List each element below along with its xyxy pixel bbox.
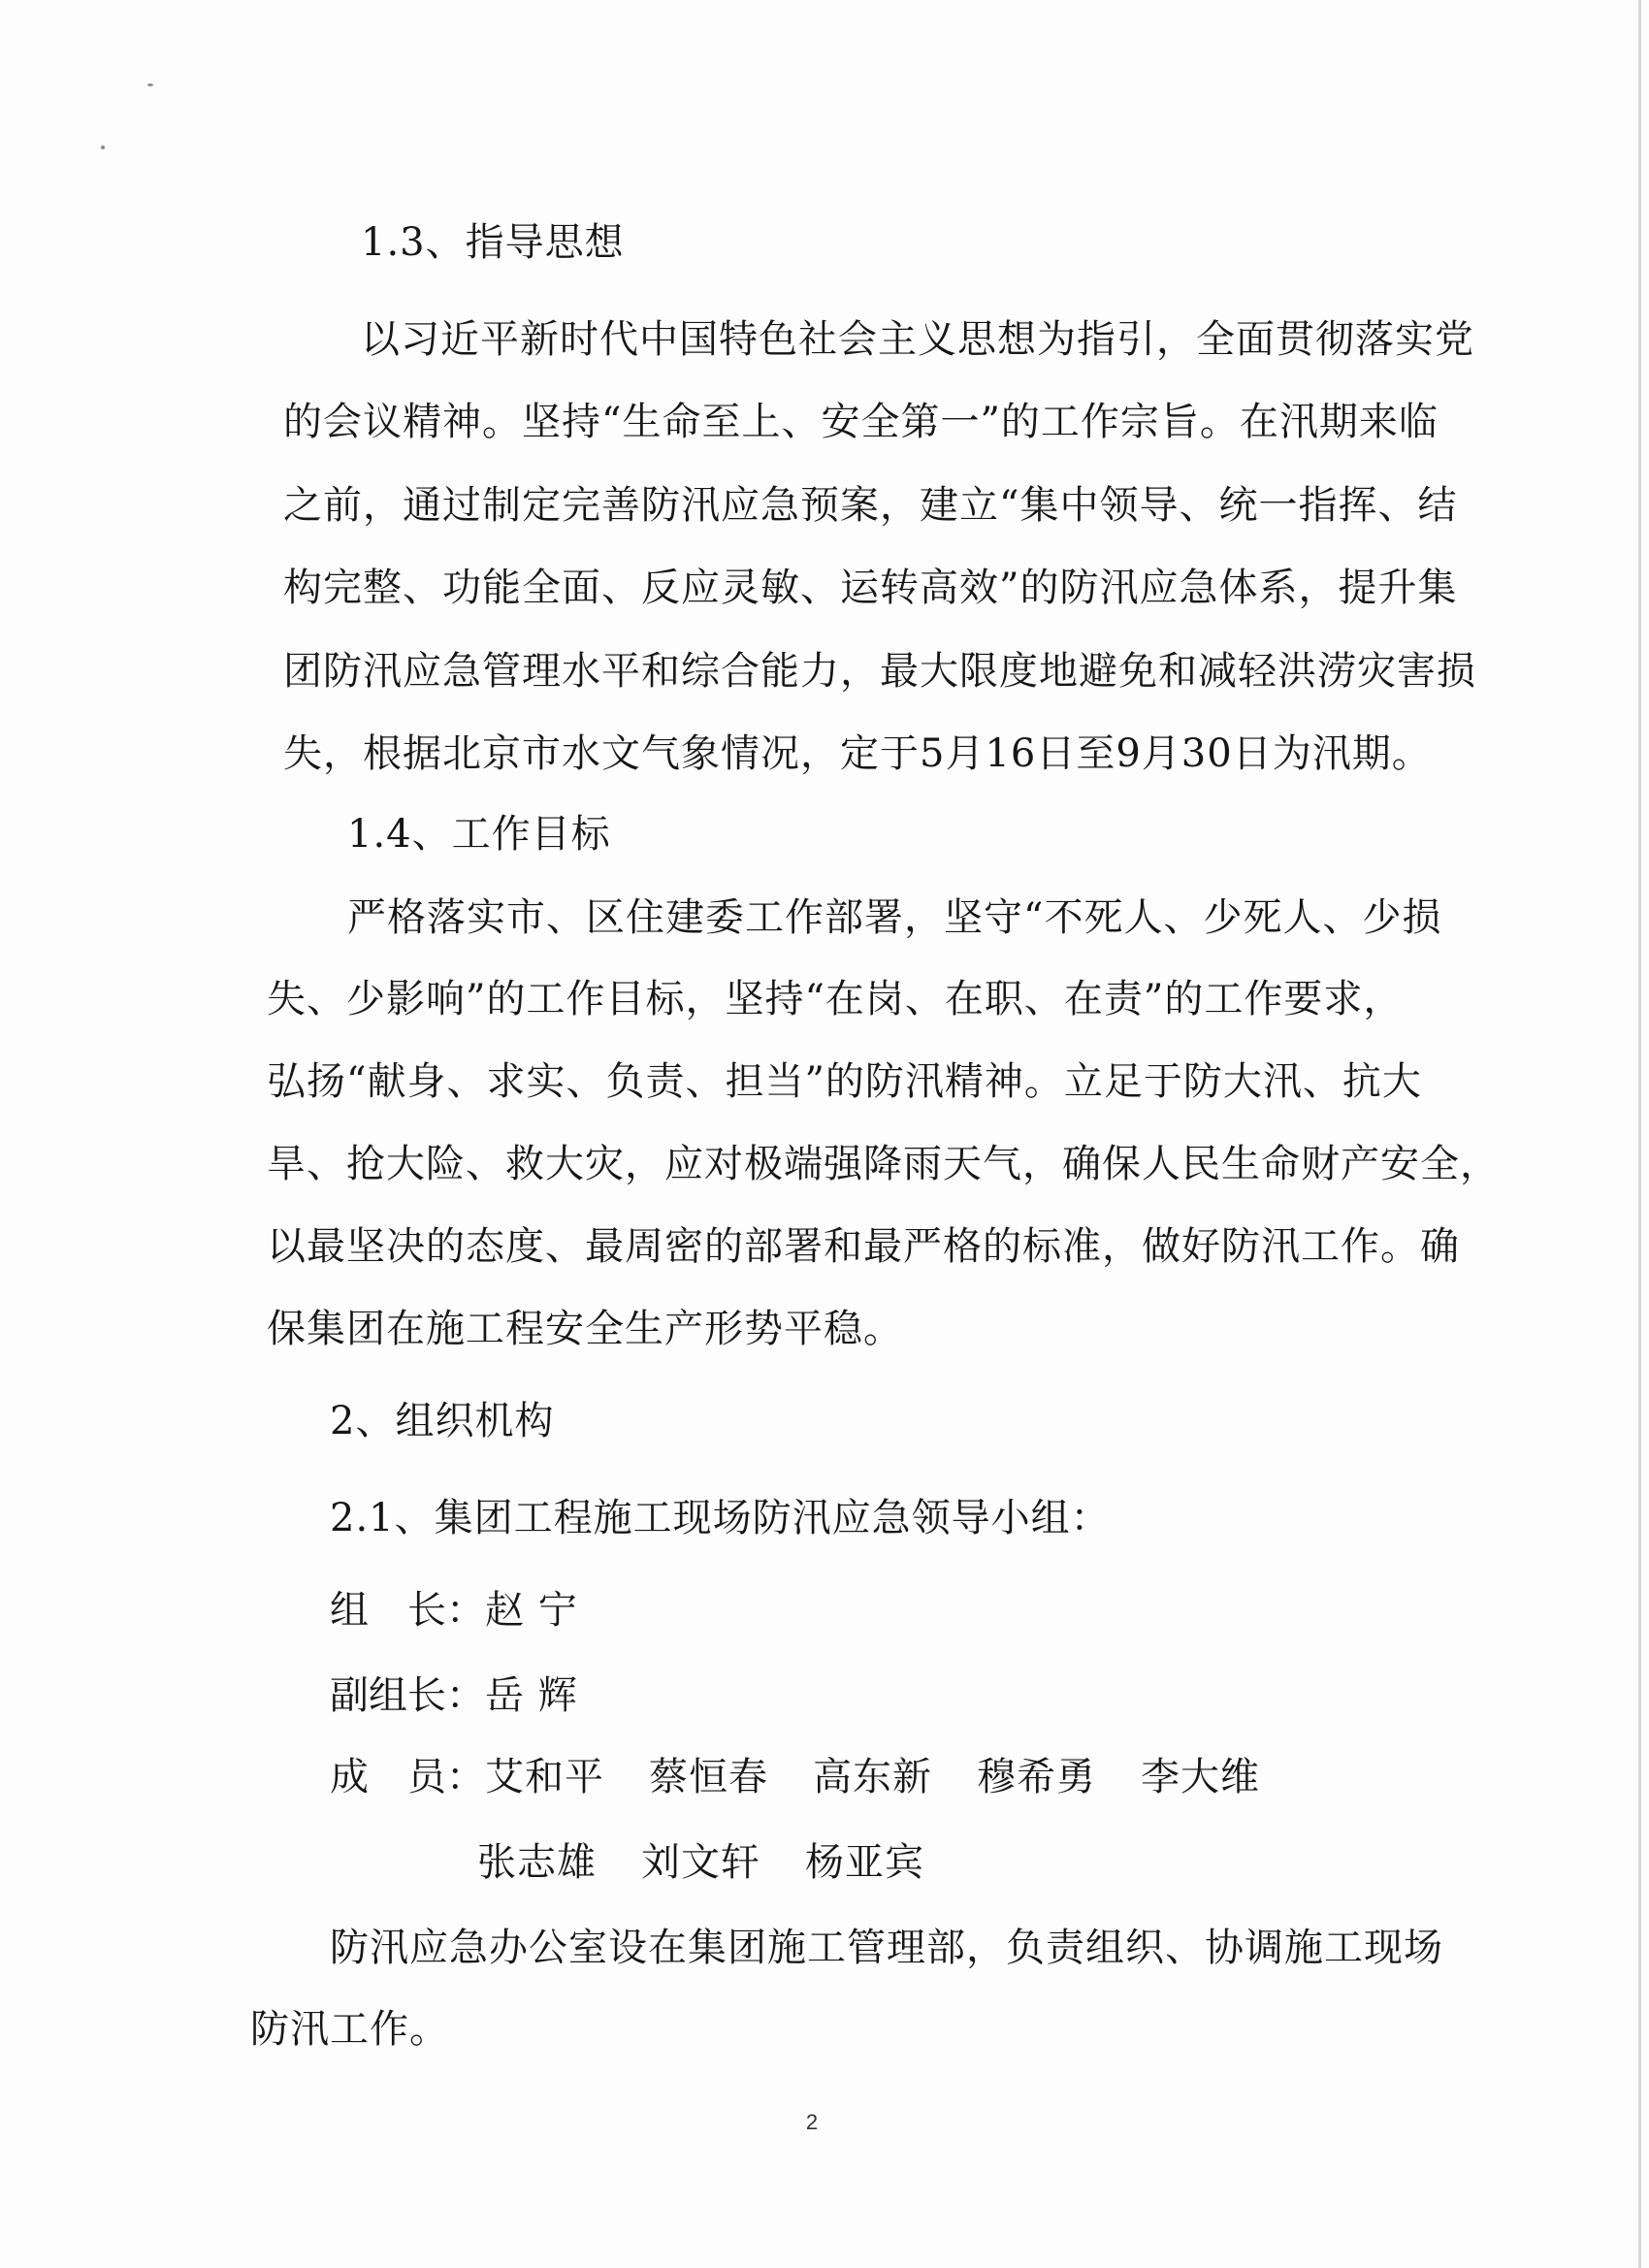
deputy-row xyxy=(330,1669,578,1723)
leader-row xyxy=(330,1583,578,1637)
member-name: 高东新 xyxy=(813,1755,932,1799)
paragraph-line: 失，根据北京市水文气象情况，定于5月16日至9月30日为汛期。 xyxy=(283,731,1432,776)
leader-name: 赵 宁 xyxy=(485,1588,578,1633)
paragraph-line: 防汛工作。 xyxy=(250,2007,449,2052)
subsection-heading-leading-group: 2.1、集团工程施工现场防汛应急领导小组： xyxy=(330,1496,1111,1540)
page-number: 2 xyxy=(805,2110,819,2134)
members-row xyxy=(330,1750,1305,1804)
paragraph-line: 之前，通过制定完善防汛应急预案，建立“集中领导、统一指挥、结 xyxy=(283,483,1458,528)
paragraph-line: 保集团在施工程安全生产形势平稳。 xyxy=(267,1307,903,1351)
paragraph-line: 以最坚决的态度、最周密的部署和最严格的标准，做好防汛工作。确 xyxy=(267,1224,1460,1269)
member-name: 蔡恒春 xyxy=(649,1755,768,1799)
section-heading-work-goals: 1.4、工作目标 xyxy=(347,812,611,857)
paragraph-line: 防汛应急办公室设在集团施工管理部，负责组织、协调施工现场 xyxy=(330,1926,1443,1970)
member-name: 穆希勇 xyxy=(977,1755,1096,1799)
scan-edge xyxy=(1638,0,1641,2268)
members-row-continued xyxy=(477,1835,969,1890)
leader-label: 组 长： xyxy=(330,1588,485,1633)
paragraph-line: 失、少影响”的工作目标，坚持“在岗、在职、在责”的工作要求， xyxy=(267,977,1404,1021)
section-heading-organization: 2、组织机构 xyxy=(330,1399,555,1443)
paragraph-line: 旱、抢大险、救大灾，应对极端强降雨天气，确保人民生命财产安全， xyxy=(267,1142,1500,1186)
paragraph-line: 团防汛应急管理水平和综合能力，最大限度地避免和减轻洪涝灾害损 xyxy=(283,649,1476,694)
member-name: 刘文轩 xyxy=(641,1840,760,1885)
scan-speck xyxy=(101,146,105,149)
paragraph-line: 的会议精神。坚持“生命至上、安全第一”的工作宗旨。在汛期来临 xyxy=(283,400,1439,444)
section-heading-guiding-ideology: 1.3、指导思想 xyxy=(361,220,625,265)
members-label: 成 员： xyxy=(330,1755,485,1799)
member-name: 艾和平 xyxy=(485,1755,604,1799)
paragraph-line: 构完整、功能全面、反应灵敏、运转高效”的防汛应急体系，提升集 xyxy=(283,566,1458,610)
deputy-label: 副组长： xyxy=(330,1673,485,1718)
paragraph-line: 以习近平新时代中国特色社会主义思想为指引，全面贯彻落实党 xyxy=(361,317,1474,362)
paragraph-line: 弘扬“献身、求实、负责、担当”的防汛精神。立足于防大汛、抗大 xyxy=(267,1059,1422,1104)
member-name: 张志雄 xyxy=(477,1840,597,1885)
member-name: 李大维 xyxy=(1141,1755,1260,1799)
scan-speck xyxy=(147,83,153,86)
deputy-name: 岳 辉 xyxy=(485,1673,578,1718)
paragraph-line: 严格落实市、区住建委工作部署，坚守“不死人、少死人、少损 xyxy=(347,895,1442,940)
member-name: 杨亚宾 xyxy=(805,1840,924,1885)
